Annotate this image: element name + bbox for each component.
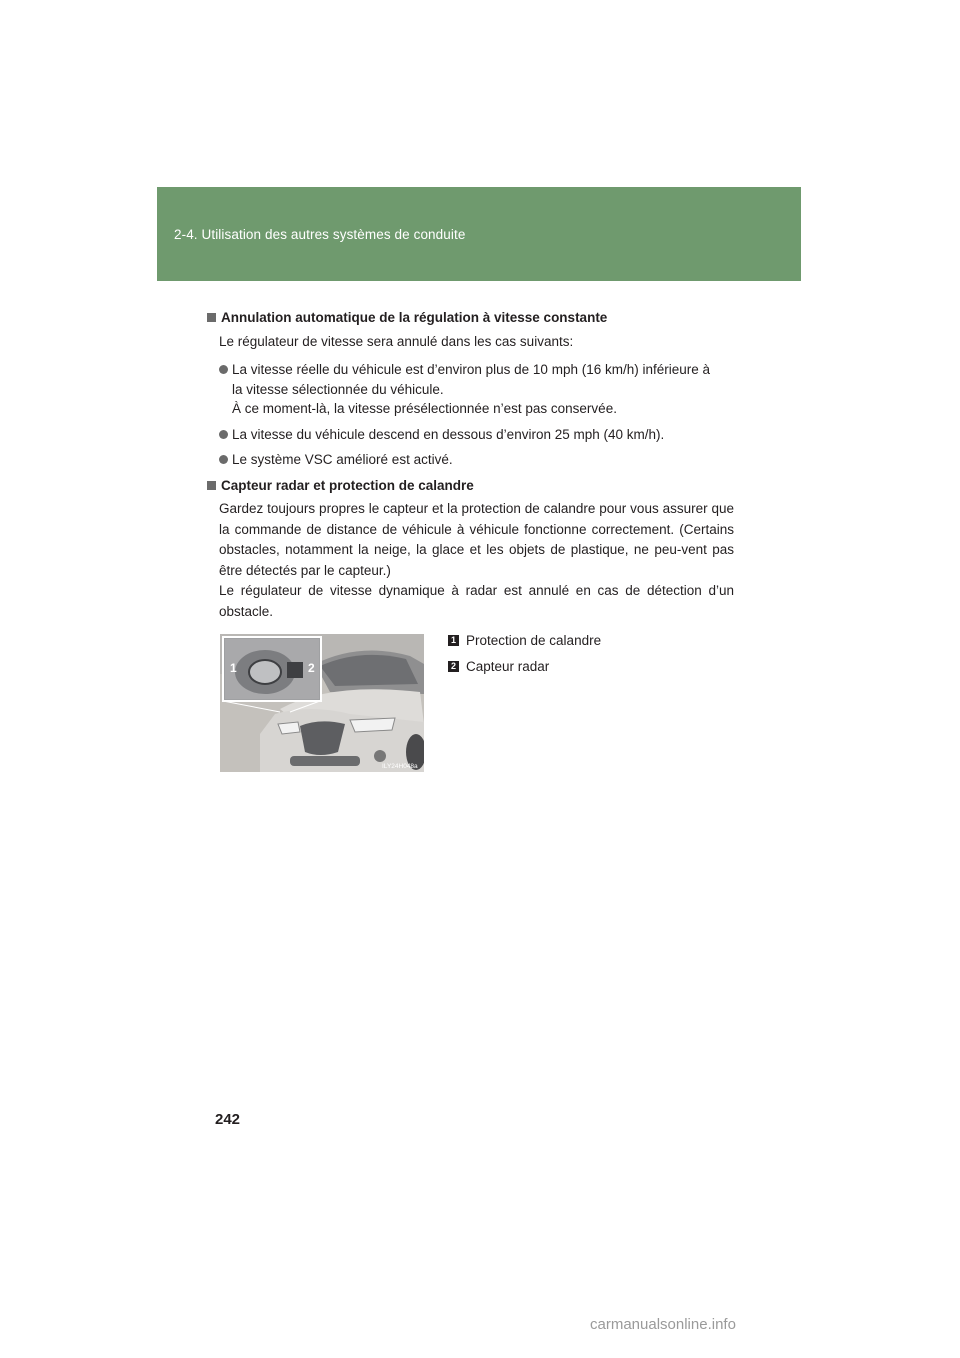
paragraph-text: Le régulateur de vitesse dynamique à radar est annulé en cas de détection d’un obstacle. bbox=[219, 583, 734, 619]
list-item bbox=[219, 360, 739, 419]
legend-number-badge: 1 bbox=[448, 635, 459, 646]
chapter-title: 2-4. Utilisation des autres systèmes de conduite bbox=[174, 227, 466, 242]
radar-paragraph bbox=[219, 499, 734, 622]
paragraph-text: Gardez toujours propres le capteur et la protection de calandre pour vous assurer que la commande de distance de véhicule à véhicule fonctionne correctement. (Certains obstacles, notamment la neige, la glace et les objets de plastique, ne peu-vent pas être détectés par le capteur.) bbox=[219, 501, 734, 578]
legend-item-grille-protection bbox=[448, 633, 601, 648]
legend-label: Protection de calandre bbox=[466, 633, 602, 648]
car-illustration bbox=[220, 634, 424, 772]
bullet-line: La vitesse du véhicule descend en dessous d’environ 25 mph (40 km/h). bbox=[232, 427, 665, 442]
callout-1: 1 bbox=[230, 661, 237, 675]
section-heading-text: Capteur radar et protection de calandre bbox=[221, 478, 474, 493]
watermark: carmanualsonline.info bbox=[590, 1316, 736, 1333]
round-bullet-icon bbox=[219, 455, 228, 464]
section-intro: Le régulateur de vitesse sera annulé dans les cas suivants: bbox=[219, 334, 574, 349]
legend-number-badge: 2 bbox=[448, 661, 459, 672]
car-front-photo bbox=[220, 634, 424, 772]
legend-item-radar-sensor bbox=[448, 659, 549, 674]
list-item bbox=[219, 425, 739, 445]
round-bullet-icon bbox=[219, 365, 228, 374]
chapter-header bbox=[157, 187, 801, 281]
section-heading-radar bbox=[207, 478, 474, 493]
list-item bbox=[219, 450, 739, 470]
square-bullet-icon bbox=[207, 481, 216, 490]
bullet-line: À ce moment-là, la vitesse présélectionnée n’est pas conservée. bbox=[232, 401, 617, 416]
section-heading-auto-cancel bbox=[207, 310, 607, 325]
figure-code: ILY24H048a bbox=[382, 763, 418, 770]
bullet-line: Le système VSC amélioré est activé. bbox=[232, 452, 453, 467]
section-heading-text: Annulation automatique de la régulation à vitesse constante bbox=[221, 310, 608, 325]
bullet-line: La vitesse réelle du véhicule est d’environ plus de 10 mph (16 km/h) inférieure à bbox=[232, 362, 711, 377]
bullet-line: la vitesse sélectionnée du véhicule. bbox=[232, 381, 444, 397]
page-number: 242 bbox=[215, 1111, 241, 1128]
square-bullet-icon bbox=[207, 313, 216, 322]
legend-label: Capteur radar bbox=[466, 659, 550, 674]
callout-2: 2 bbox=[308, 661, 315, 675]
round-bullet-icon bbox=[219, 430, 228, 439]
